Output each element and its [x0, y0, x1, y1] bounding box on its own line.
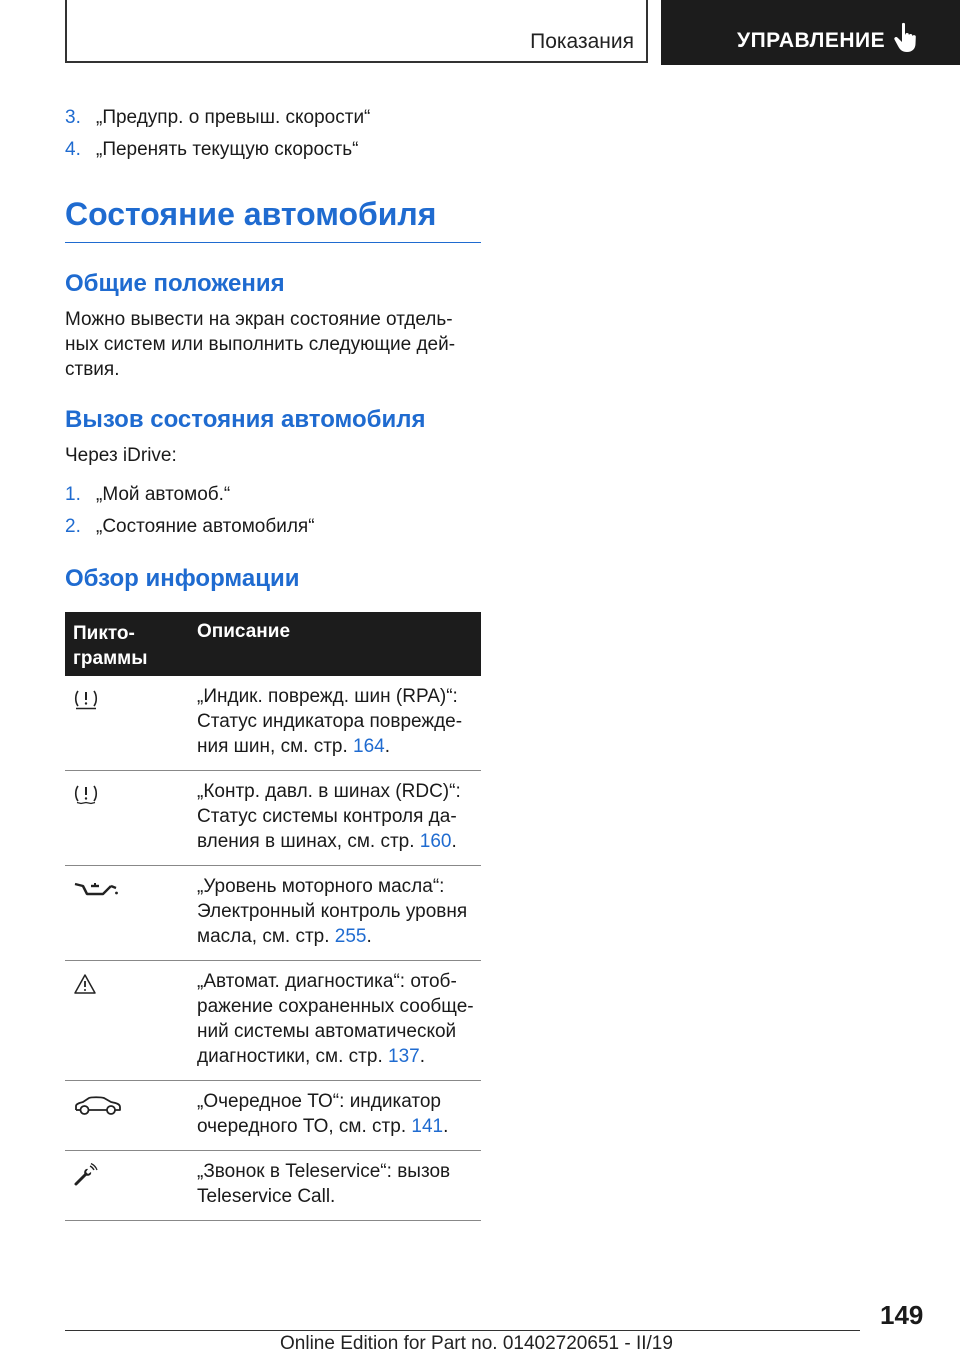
subsection-heading-general: Общие положения [65, 270, 285, 297]
row-text-line: диагностики, см. стр. [197, 1046, 389, 1067]
step-text: „Мой автомоб.“ [96, 484, 231, 505]
row-text-line: „Звонок в Teleservice“: вызов [197, 1161, 451, 1182]
tire-pressure-icon [73, 783, 99, 805]
table-row [65, 1081, 481, 1151]
step-number: 2. [65, 516, 81, 537]
oil-can-icon [73, 880, 119, 902]
row-text-line: „Индик. поврежд. шин (RPA)“: [197, 686, 458, 707]
wrench-call-icon [73, 1163, 99, 1187]
general-paragraph [65, 307, 481, 382]
row-text-line: „Контр. давл. в шинах (RDC)“: [197, 781, 461, 802]
page-link[interactable]: 141 [411, 1116, 444, 1137]
row-text-line: Статус системы контроля да- [197, 806, 457, 827]
call-status-intro: Через iDrive: [65, 445, 177, 466]
page-link[interactable]: 160 [419, 831, 452, 852]
row-text-line: Статус индикатора поврежде- [197, 711, 463, 732]
page-number: 149 [880, 1300, 924, 1330]
page-link[interactable]: 137 [388, 1046, 420, 1067]
step-item [65, 515, 315, 539]
row-text-line: ражение сохраненных сообще- [197, 996, 474, 1017]
pointing-hand-icon [893, 22, 919, 54]
step-text: „Состояние автомобиля“ [96, 516, 315, 537]
footer-edition: Online Edition for Part no. 01402720651 - II/19 [280, 1333, 673, 1354]
row-text-end: . [443, 1116, 449, 1137]
header-chapter-label: УПРАВЛЕНИЕ [737, 29, 886, 52]
column-header-line: Пикто- [73, 623, 135, 644]
list-item-number: 3. [65, 107, 81, 128]
paragraph-line: Можно вывести на экран состояние отдель- [65, 309, 453, 330]
car-service-icon [73, 1095, 123, 1117]
paragraph-line: ных систем или выполнить следующие дей- [65, 334, 456, 355]
step-number: 1. [65, 484, 81, 505]
row-text-line: Teleservice Call. [197, 1186, 336, 1207]
table-header [65, 612, 481, 676]
section-title: Состояние автомобиля [65, 196, 481, 243]
row-text-line: очередного ТО, см. стр. [197, 1116, 412, 1137]
row-text-line: ния шин, см. стр. [197, 736, 354, 757]
table-row [65, 866, 481, 961]
header-section-tab [65, 0, 648, 63]
row-text-end: . [451, 831, 457, 852]
page-link[interactable]: 164 [353, 736, 385, 757]
warning-triangle-icon [73, 973, 97, 995]
row-text-line: „Очередное ТО“: индикатор [197, 1091, 442, 1112]
overview-table [65, 612, 481, 1221]
list-item-number: 4. [65, 139, 81, 160]
row-text-end: . [384, 736, 391, 757]
row-text-line: масла, см. стр. [197, 926, 335, 947]
list-item [65, 106, 370, 130]
list-item [65, 138, 358, 162]
table-row [65, 771, 481, 866]
header-chapter-tab [661, 0, 960, 65]
row-text-line: вления в шинах, см. стр. [197, 831, 420, 852]
table-row [65, 676, 481, 771]
row-text-line: ний системы автоматической [197, 1021, 457, 1042]
row-text-line: Электронный контроль уровня [197, 901, 468, 922]
row-text-line: „Уровень моторного масла“: [197, 876, 445, 897]
list-item-text: „Перенять текущую скорость“ [96, 139, 359, 160]
row-text-end: . [366, 926, 372, 947]
row-text-end: . [419, 1046, 425, 1067]
column-header-line: граммы [73, 648, 148, 669]
paragraph-line: ствия. [65, 359, 120, 380]
column-header-description: Описание [197, 621, 291, 642]
table-row [65, 961, 481, 1081]
step-item [65, 483, 230, 507]
table-row [65, 1151, 481, 1221]
header-section-label: Показания [530, 30, 634, 53]
subsection-heading-overview: Обзор информации [65, 565, 300, 592]
row-text-line: „Автомат. диагностика“: отоб- [197, 971, 457, 992]
subsection-heading-call-status: Вызов состояния автомобиля [65, 406, 426, 433]
tire-damage-icon [73, 688, 99, 710]
list-item-text: „Предупр. о превыш. скорости“ [96, 107, 371, 128]
page-link[interactable]: 255 [334, 926, 367, 947]
column-header-pictograms [73, 621, 183, 671]
footer-divider [65, 1330, 860, 1331]
